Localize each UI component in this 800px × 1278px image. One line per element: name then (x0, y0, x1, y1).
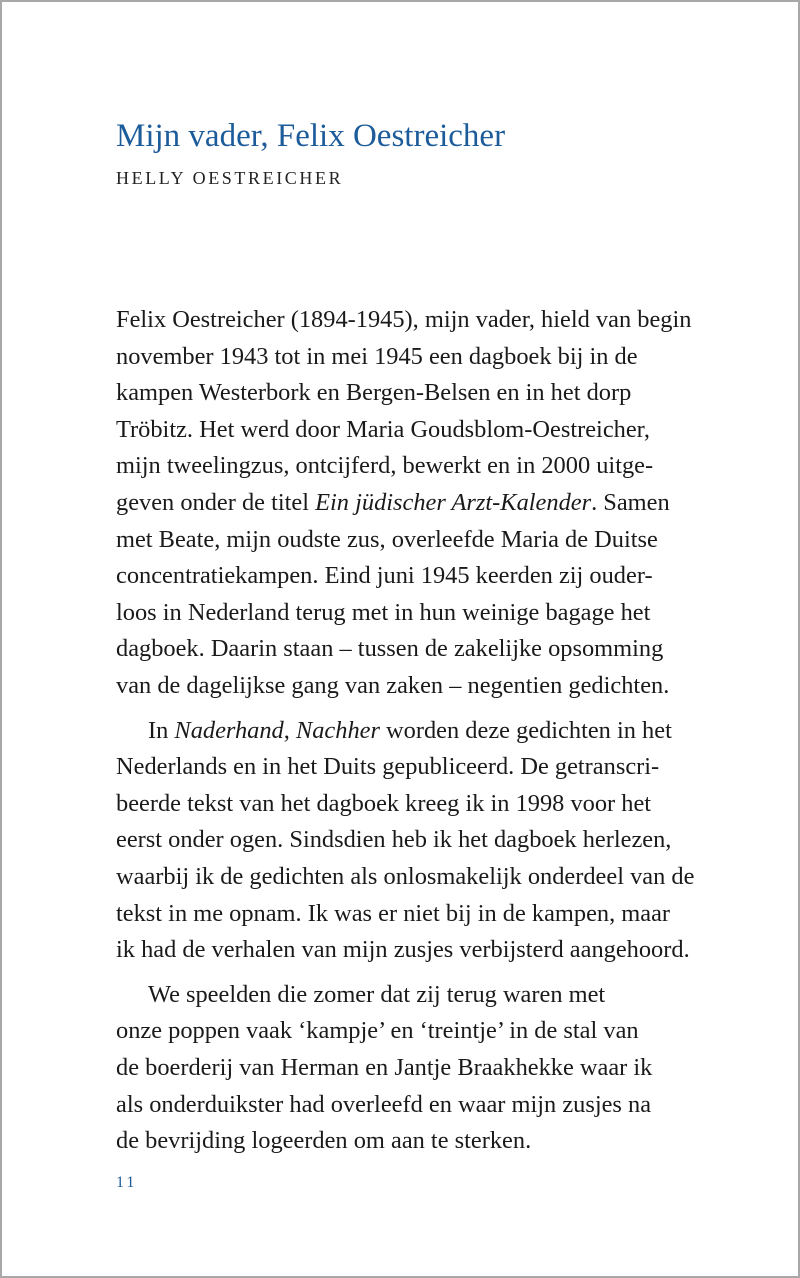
chapter-author: HELLY OESTREICHER (116, 168, 344, 188)
body-text-span: loos in Nederland terug met in hun weinige bagage het (116, 598, 651, 626)
body-line (116, 1087, 651, 1123)
body-line (116, 859, 694, 895)
body-text-span: de bevrijding logeerden om aan te sterken. (116, 1127, 532, 1155)
body-text-span: ik had de verhalen van mijn zusjes verbijsterd aangehoord. (116, 936, 690, 964)
body-line (116, 631, 663, 667)
body-text-span: mijn tweelingzus, ontcijferd, bewerkt en in 2000 uitge- (116, 452, 654, 480)
body-line (116, 412, 650, 448)
body-text-span: kampen Westerbork en Bergen-Belsen en in het dorp (116, 379, 632, 407)
body-text-span: eerst onder ogen. Sindsdien heb ik het dagboek herlezen, (116, 826, 672, 854)
body-line (116, 558, 653, 594)
body-line (116, 302, 691, 338)
body-text-span: Tröbitz. Het werd door Maria Goudsblom-Oestreicher, (116, 415, 650, 443)
body-text-span: de boerderij van Herman en Jantje Braakhekke waar ik (116, 1054, 653, 1081)
body-line (116, 448, 653, 484)
body-text-span: . Samen (591, 489, 670, 516)
body-line (116, 896, 670, 932)
body-text-span: onze poppen vaak ‘kampje’ en ‘treintje’ in de stal van (116, 1017, 639, 1045)
italic-title: Nachher (295, 716, 380, 744)
body-text-span: We speelden die zomer dat zij terug waren met (148, 980, 606, 1008)
chapter-title: Mijn vader, Felix Oestreicher (116, 118, 506, 154)
italic-title: Naderhand (174, 716, 284, 744)
body-text-span: als onderduikster had overleefd en waar mijn zusjes na (116, 1090, 652, 1118)
body-text-span: dagboek. Daarin staan – tussen de zakelijke opsomming (116, 635, 664, 663)
body-line (148, 977, 605, 1013)
body-line (116, 1123, 531, 1159)
page-number: 11 (116, 1174, 138, 1191)
body-line (116, 786, 651, 822)
body-text-span: van de dagelijkse gang van zaken – negentien gedichten. (116, 672, 670, 699)
body-line (116, 749, 659, 785)
body-line (116, 595, 650, 631)
body-line (116, 822, 671, 858)
body-text-span: met Beate, mijn oudste zus, overleefde Maria de Duitse (116, 525, 658, 553)
body-line (116, 1050, 652, 1086)
italic-title: Ein jüdischer Arzt-Kalender (315, 489, 592, 516)
body-text-span: november 1943 tot in mei 1945 een dagboek bij in de (116, 342, 638, 370)
body-text-span: beerde tekst van het dagboek kreeg ik in 1998 voor het (116, 789, 652, 817)
body-line (116, 522, 658, 558)
body-text-span: tekst in me opnam. Ik was er niet bij in de kampen, maar (116, 899, 671, 927)
body-text-span: waarbij ik de gedichten als onlosmakelijk onderdeel van de (116, 863, 695, 890)
body-line (148, 713, 672, 749)
body-text-span: Felix Oestreicher (1894-1945), mijn vader, hield van begin (116, 306, 692, 333)
body-line (116, 485, 670, 521)
body-text-span: , (283, 716, 296, 744)
body-line (116, 1013, 639, 1049)
body-text-span: In (148, 716, 175, 744)
body-text-span: geven onder de titel (116, 489, 316, 516)
body-text-span: concentratiekampen. Eind juni 1945 keerden zij ouder- (116, 562, 653, 590)
body-line (116, 339, 638, 375)
body-line (116, 932, 690, 968)
body-line (116, 668, 669, 704)
body-line (116, 375, 631, 411)
body-text-span: Nederlands en in het Duits gepubliceerd. De getranscri- (116, 753, 660, 781)
body-text-span: worden deze gedichten in het (379, 716, 672, 744)
